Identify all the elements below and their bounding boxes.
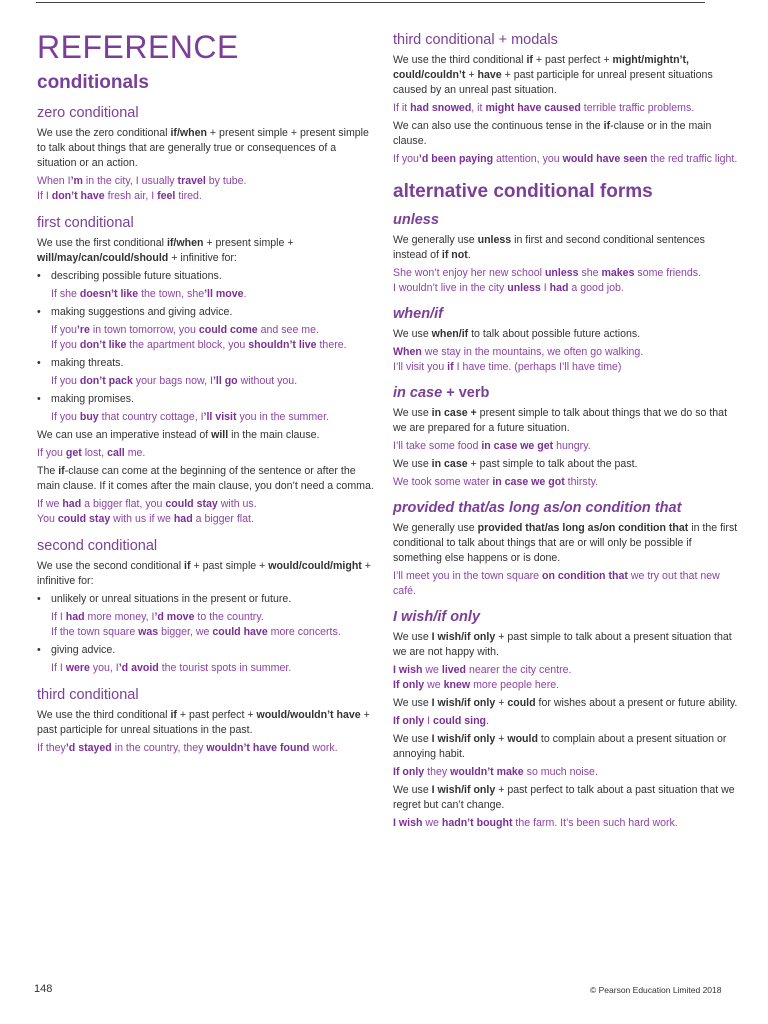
first-imperative xyxy=(37,428,375,443)
bold-term: if/when xyxy=(166,237,204,249)
bold-term: might/mightn’t, could/couldn’t xyxy=(393,54,689,81)
text-segment: + past perfect + xyxy=(532,54,613,66)
text-segment: the tourist spots in summer. xyxy=(158,662,292,674)
bold-term: I wish/if only xyxy=(431,631,496,643)
unless-example-1 xyxy=(393,266,738,281)
bold-term: lived xyxy=(441,664,467,676)
bold-term: had xyxy=(62,498,82,510)
bold-term: on condition that xyxy=(541,570,628,582)
text-segment: If you xyxy=(51,375,80,387)
heading-in-case-rest: + verb xyxy=(442,385,490,401)
text-segment: we stay in the mountains, we often go walking. xyxy=(421,346,644,358)
bold-term: in case we got xyxy=(492,476,565,488)
bold-term: ’d avoid xyxy=(118,662,159,674)
text-segment: If we xyxy=(37,498,63,510)
first-clause-note xyxy=(37,464,375,494)
text-segment: to the country. xyxy=(194,611,264,623)
i-wish-rule-4 xyxy=(393,783,738,813)
bold-term: might have caused xyxy=(485,102,581,114)
heading-provided-that: provided that/as long as/on condition that xyxy=(393,500,682,516)
heading-in-case xyxy=(393,384,738,402)
bold-term: if/when xyxy=(170,127,207,139)
second-bullet-2: • giving advice. xyxy=(37,643,375,658)
text-segment: present simple to talk about things that we do so that we are prepared for a future situation. xyxy=(393,407,728,434)
bold-term: if xyxy=(170,709,177,721)
text-segment: in the country, they xyxy=(111,742,207,754)
text-segment: If they xyxy=(37,742,66,754)
text-segment: I’ll meet you in the town square xyxy=(393,570,542,582)
bold-term: I wish/if only xyxy=(431,784,496,796)
bold-term: if xyxy=(526,54,533,66)
text-segment: and see me. xyxy=(257,324,319,336)
bold-term: If only xyxy=(393,766,425,778)
text-segment: in first and second conditional sentences instead of xyxy=(393,234,705,261)
bold-term: could xyxy=(507,697,536,709)
second-bullet-2-example xyxy=(37,661,375,676)
text-segment: If you xyxy=(37,447,66,459)
text-segment: with us. xyxy=(217,498,257,510)
bold-term: would xyxy=(507,733,538,745)
first-bullet-1: • describing possible future situations. xyxy=(37,269,375,284)
heading-third-conditional-modals: third conditional + modals xyxy=(393,32,558,48)
i-wish-example-4 xyxy=(393,816,738,831)
third-modals-example xyxy=(393,101,738,116)
text-segment: you, I xyxy=(89,662,119,674)
bold-term: ’m xyxy=(70,175,83,187)
text-segment: the red traffic light. xyxy=(647,153,738,165)
text-segment: you in the summer. xyxy=(236,411,329,423)
i-wish-example-1b xyxy=(393,678,738,693)
copyright: © Pearson Education Limited 2018 xyxy=(590,985,722,995)
bold-term: could have xyxy=(212,626,268,638)
bold-term: will/may/can/could/should xyxy=(37,252,169,264)
text-segment: When I xyxy=(37,175,71,187)
text-segment: We can also use the continuous tense in the xyxy=(393,120,604,132)
text-segment: We use xyxy=(393,733,432,745)
bold-term: ’ll visit xyxy=(203,411,237,423)
text-segment: + past simple to talk about the past. xyxy=(467,458,638,470)
text-segment: some friends. xyxy=(634,267,702,279)
when-if-example-1 xyxy=(393,345,738,360)
bold-term: if xyxy=(184,560,191,572)
text-segment: without you. xyxy=(237,375,298,387)
text-segment: The xyxy=(37,465,59,477)
text-segment: We can use an imperative instead of xyxy=(37,429,212,441)
text-segment: thirsty. xyxy=(564,476,599,488)
text-segment: You xyxy=(37,513,58,525)
text-segment: a bigger flat. xyxy=(192,513,254,525)
text-segment: we try out that new café. xyxy=(393,570,720,597)
text-segment: we xyxy=(422,664,442,676)
text-segment: bigger, we xyxy=(158,626,213,638)
text-segment: We use the first conditional xyxy=(37,237,167,249)
i-wish-rule-2 xyxy=(393,696,738,711)
heading-unless: unless xyxy=(393,212,439,228)
bold-term: call xyxy=(107,447,125,459)
bold-term: had xyxy=(549,282,569,294)
bold-term: unless xyxy=(507,282,541,294)
bold-term: don’t pack xyxy=(79,375,133,387)
bold-term: would/could/might xyxy=(268,560,362,572)
section-title-conditionals: conditionals xyxy=(37,72,149,93)
bold-term: had xyxy=(65,611,85,623)
heading-when-if: when/if xyxy=(393,306,443,322)
text-segment: We use the second conditional xyxy=(37,560,185,572)
heading-first-conditional: first conditional xyxy=(37,215,134,231)
heading-third-conditional: third conditional xyxy=(37,687,139,703)
page-title: REFERENCE xyxy=(37,29,239,65)
text-segment: nearer the city centre. xyxy=(466,664,572,676)
heading-i-wish: I wish/if only xyxy=(393,609,481,625)
text-segment: the town, she xyxy=(138,288,205,300)
bold-term: unless xyxy=(544,267,579,279)
text-segment: for wishes about a present or future ability. xyxy=(535,697,738,709)
bold-term: buy xyxy=(79,411,99,423)
bold-term: If only xyxy=(393,715,425,727)
text-segment: If you xyxy=(393,153,419,165)
bold-term: feel xyxy=(157,190,176,202)
text-segment: more concerts. xyxy=(267,626,341,638)
text-segment: -clause or in the main clause. xyxy=(393,120,712,147)
bold-term: unless xyxy=(477,234,512,246)
bold-term: could stay xyxy=(57,513,111,525)
bold-term: could sing xyxy=(433,715,487,727)
zero-example-2 xyxy=(37,189,375,204)
in-case-rule-2 xyxy=(393,457,738,472)
second-rule xyxy=(37,559,375,589)
bold-term: provided that/as long as/on condition that xyxy=(477,522,689,534)
text-segment: We use the third conditional xyxy=(393,54,527,66)
text-segment: we xyxy=(424,679,444,691)
section-title-alternative: alternative conditional forms xyxy=(393,181,653,202)
text-segment: . xyxy=(467,249,471,261)
text-segment: tired. xyxy=(175,190,202,202)
bold-term: When xyxy=(393,346,422,358)
text-segment: + past simple to talk about a present situation that we are not happy with. xyxy=(393,631,732,658)
text-segment: a bigger flat, you xyxy=(81,498,166,510)
bold-term: have xyxy=(477,69,502,81)
bold-term: in case + xyxy=(431,407,477,419)
text-segment: We use the zero conditional xyxy=(37,127,171,139)
i-wish-rule-1 xyxy=(393,630,738,660)
text-segment: they xyxy=(424,766,451,778)
text-segment: If I xyxy=(51,611,66,623)
bold-term: ’re xyxy=(76,324,90,336)
bold-term: was xyxy=(138,626,159,638)
text-segment: fresh air, I xyxy=(104,190,158,202)
text-segment: + present simple + present simple to talk about things that are generally true or consequences of a situation or an action. xyxy=(37,127,369,169)
first-bullet-2-example-1 xyxy=(37,323,375,338)
first-clause-example-1 xyxy=(37,497,375,512)
first-imperative-example xyxy=(37,446,375,461)
bold-term: ’d stayed xyxy=(65,742,112,754)
text-segment: If I xyxy=(37,190,52,202)
text-segment: more money, I xyxy=(84,611,155,623)
text-segment: hungry. xyxy=(553,440,591,452)
left-column xyxy=(37,30,375,759)
i-wish-rule-3 xyxy=(393,732,738,762)
text-segment: me. xyxy=(124,447,146,459)
in-case-example-1 xyxy=(393,439,738,454)
bold-term: had snowed xyxy=(410,102,472,114)
when-if-rule xyxy=(393,327,738,342)
text-segment: We use xyxy=(393,407,432,419)
first-rule xyxy=(37,236,375,266)
third-rule xyxy=(37,708,375,738)
bold-term: I wish/if only xyxy=(431,697,496,709)
first-bullet-4: • making promises. xyxy=(37,392,375,407)
third-example xyxy=(37,741,375,756)
bold-term: if xyxy=(447,361,454,373)
text-segment: . xyxy=(243,288,247,300)
text-segment: + xyxy=(495,697,508,709)
bold-term: when/if xyxy=(431,328,469,340)
bold-term: I wish xyxy=(393,817,423,829)
bold-term: if not xyxy=(441,249,468,261)
bold-term: ’ll go xyxy=(212,375,238,387)
bold-term: wouldn’t make xyxy=(450,766,524,778)
provided-example xyxy=(393,569,738,599)
i-wish-example-1a xyxy=(393,663,738,678)
text-segment: , it xyxy=(471,102,486,114)
text-segment: that country cottage, I xyxy=(98,411,204,423)
bold-term: wouldn’t have found xyxy=(206,742,310,754)
text-segment: If you xyxy=(51,339,80,351)
zero-rule xyxy=(37,126,375,171)
i-wish-example-3 xyxy=(393,765,738,780)
bold-term: in case xyxy=(431,458,468,470)
bold-term: will xyxy=(211,429,229,441)
bold-term: hadn’t bought xyxy=(441,817,513,829)
unless-rule xyxy=(393,233,738,263)
text-segment: I xyxy=(424,715,434,727)
text-segment: . xyxy=(486,715,489,727)
second-bullet-1-example-1 xyxy=(37,610,375,625)
text-segment: We use xyxy=(393,697,432,709)
text-segment: lost, xyxy=(81,447,108,459)
bold-term: get xyxy=(65,447,82,459)
text-segment: + xyxy=(495,733,508,745)
bold-term: ’ll move xyxy=(204,288,244,300)
text-segment: to talk about possible future actions. xyxy=(468,328,641,340)
bold-term: makes xyxy=(601,267,635,279)
bold-term: were xyxy=(65,662,90,674)
bold-term: ’d been paying xyxy=(418,153,494,165)
bold-term: don’t like xyxy=(79,339,127,351)
text-segment: + past perfect + xyxy=(176,709,257,721)
top-rule xyxy=(36,2,705,3)
heading-in-case-italic: in case xyxy=(393,385,443,401)
heading-second-conditional: second conditional xyxy=(37,538,158,554)
text-segment: to complain about a present situation or annoying habit. xyxy=(393,733,727,760)
text-segment: she xyxy=(578,267,602,279)
text-segment: + present simple + xyxy=(203,237,294,249)
bold-term: If only xyxy=(393,679,425,691)
third-modals-rule xyxy=(393,53,738,98)
text-segment: I’ll visit you xyxy=(393,361,448,373)
bold-term: could come xyxy=(198,324,258,336)
first-bullet-2-example-2 xyxy=(37,338,375,353)
provided-rule xyxy=(393,521,738,566)
i-wish-example-2 xyxy=(393,714,738,729)
text-segment: we xyxy=(422,817,442,829)
bold-term: would have seen xyxy=(562,153,648,165)
right-column xyxy=(393,31,738,834)
text-segment: -clause can come at the beginning of the sentence or after the main clause. If it comes after the main clause, you don’t need a comma. xyxy=(37,465,374,492)
text-segment: more people here. xyxy=(470,679,560,691)
bold-term: ’d move xyxy=(154,611,195,623)
text-segment: a good job. xyxy=(568,282,624,294)
text-segment: with us if we xyxy=(110,513,174,525)
bold-term: I wish xyxy=(393,664,423,676)
text-segment: If you xyxy=(51,411,80,423)
bold-term: could stay xyxy=(165,498,218,510)
first-clause-example-2 xyxy=(37,512,375,527)
text-segment: there. xyxy=(316,339,347,351)
in-case-rule-1 xyxy=(393,406,738,436)
second-bullet-1: • unlikely or unreal situations in the present or future. xyxy=(37,592,375,607)
bold-term: don’t have xyxy=(51,190,105,202)
text-segment: She won’t enjoy her new school xyxy=(393,267,545,279)
in-case-example-2 xyxy=(393,475,738,490)
heading-zero-conditional: zero conditional xyxy=(37,105,139,121)
text-segment: If I xyxy=(51,662,66,674)
bold-term: if xyxy=(603,120,611,132)
text-segment: the apartment block, you xyxy=(126,339,249,351)
text-segment: + xyxy=(465,69,478,81)
bold-term: travel xyxy=(177,175,206,187)
bold-term: had xyxy=(173,513,193,525)
text-segment: I xyxy=(540,282,550,294)
text-segment: If it xyxy=(393,102,411,114)
text-segment: We use the third conditional xyxy=(37,709,171,721)
first-bullet-3-example xyxy=(37,374,375,389)
text-segment: We use xyxy=(393,458,432,470)
bold-term: shouldn’t live xyxy=(248,339,317,351)
text-segment: in the main clause. xyxy=(228,429,320,441)
text-segment: + infinitive for: xyxy=(37,560,371,587)
text-segment: + past participle for unreal situations in the past. xyxy=(37,709,370,736)
text-segment: in town tomorrow, you xyxy=(89,324,199,336)
text-segment: so much noise. xyxy=(523,766,598,778)
text-segment: terrible traffic problems. xyxy=(580,102,695,114)
bold-term: I wish/if only xyxy=(431,733,496,745)
text-segment: in the first conditional to talk about things that are or will only be possible if something else happens or is done. xyxy=(393,522,738,564)
third-modals-continuous xyxy=(393,119,738,149)
third-modals-continuous-example xyxy=(393,152,738,167)
text-segment: We use xyxy=(393,328,432,340)
text-segment: in the city, I usually xyxy=(82,175,178,187)
text-segment: + past simple + xyxy=(190,560,269,572)
text-segment: I’ll take some food xyxy=(393,440,482,452)
text-segment: work. xyxy=(309,742,338,754)
text-segment: We use xyxy=(393,784,432,796)
text-segment: We generally use xyxy=(393,234,478,246)
text-segment: If you xyxy=(51,324,77,336)
bold-term: in case we get xyxy=(481,440,554,452)
bold-term: knew xyxy=(443,679,471,691)
second-bullet-1-example-2 xyxy=(37,625,375,640)
text-segment: If the town square xyxy=(51,626,139,638)
text-segment: We use xyxy=(393,631,432,643)
first-bullet-4-example xyxy=(37,410,375,425)
text-segment: We took some water xyxy=(393,476,493,488)
unless-example-2 xyxy=(393,281,738,296)
first-bullet-2: • making suggestions and giving advice. xyxy=(37,305,375,320)
text-segment: your bags now, I xyxy=(132,375,213,387)
text-segment: + past participle for unreal present situations caused by an unreal past situation. xyxy=(393,69,713,96)
text-segment: I have time. (perhaps I’ll have time) xyxy=(453,361,622,373)
zero-example-1 xyxy=(37,174,375,189)
bold-term: if xyxy=(58,465,65,477)
bold-term: doesn’t like xyxy=(79,288,139,300)
text-segment: If she xyxy=(51,288,80,300)
bold-term: would/wouldn’t have xyxy=(256,709,361,721)
text-segment: the farm. It’s been such hard work. xyxy=(512,817,678,829)
when-if-example-2 xyxy=(393,360,738,375)
first-bullet-3: • making threats. xyxy=(37,356,375,371)
text-segment: + past perfect to talk about a past situation that we regret but can’t change. xyxy=(393,784,735,811)
text-segment: We generally use xyxy=(393,522,478,534)
text-segment: I wouldn’t live in the city xyxy=(393,282,508,294)
text-segment: by tube. xyxy=(205,175,247,187)
text-segment: attention, you xyxy=(493,153,563,165)
page-number: 148 xyxy=(34,983,53,995)
text-segment: + infinitive for: xyxy=(168,252,237,264)
first-bullet-1-example xyxy=(37,287,375,302)
